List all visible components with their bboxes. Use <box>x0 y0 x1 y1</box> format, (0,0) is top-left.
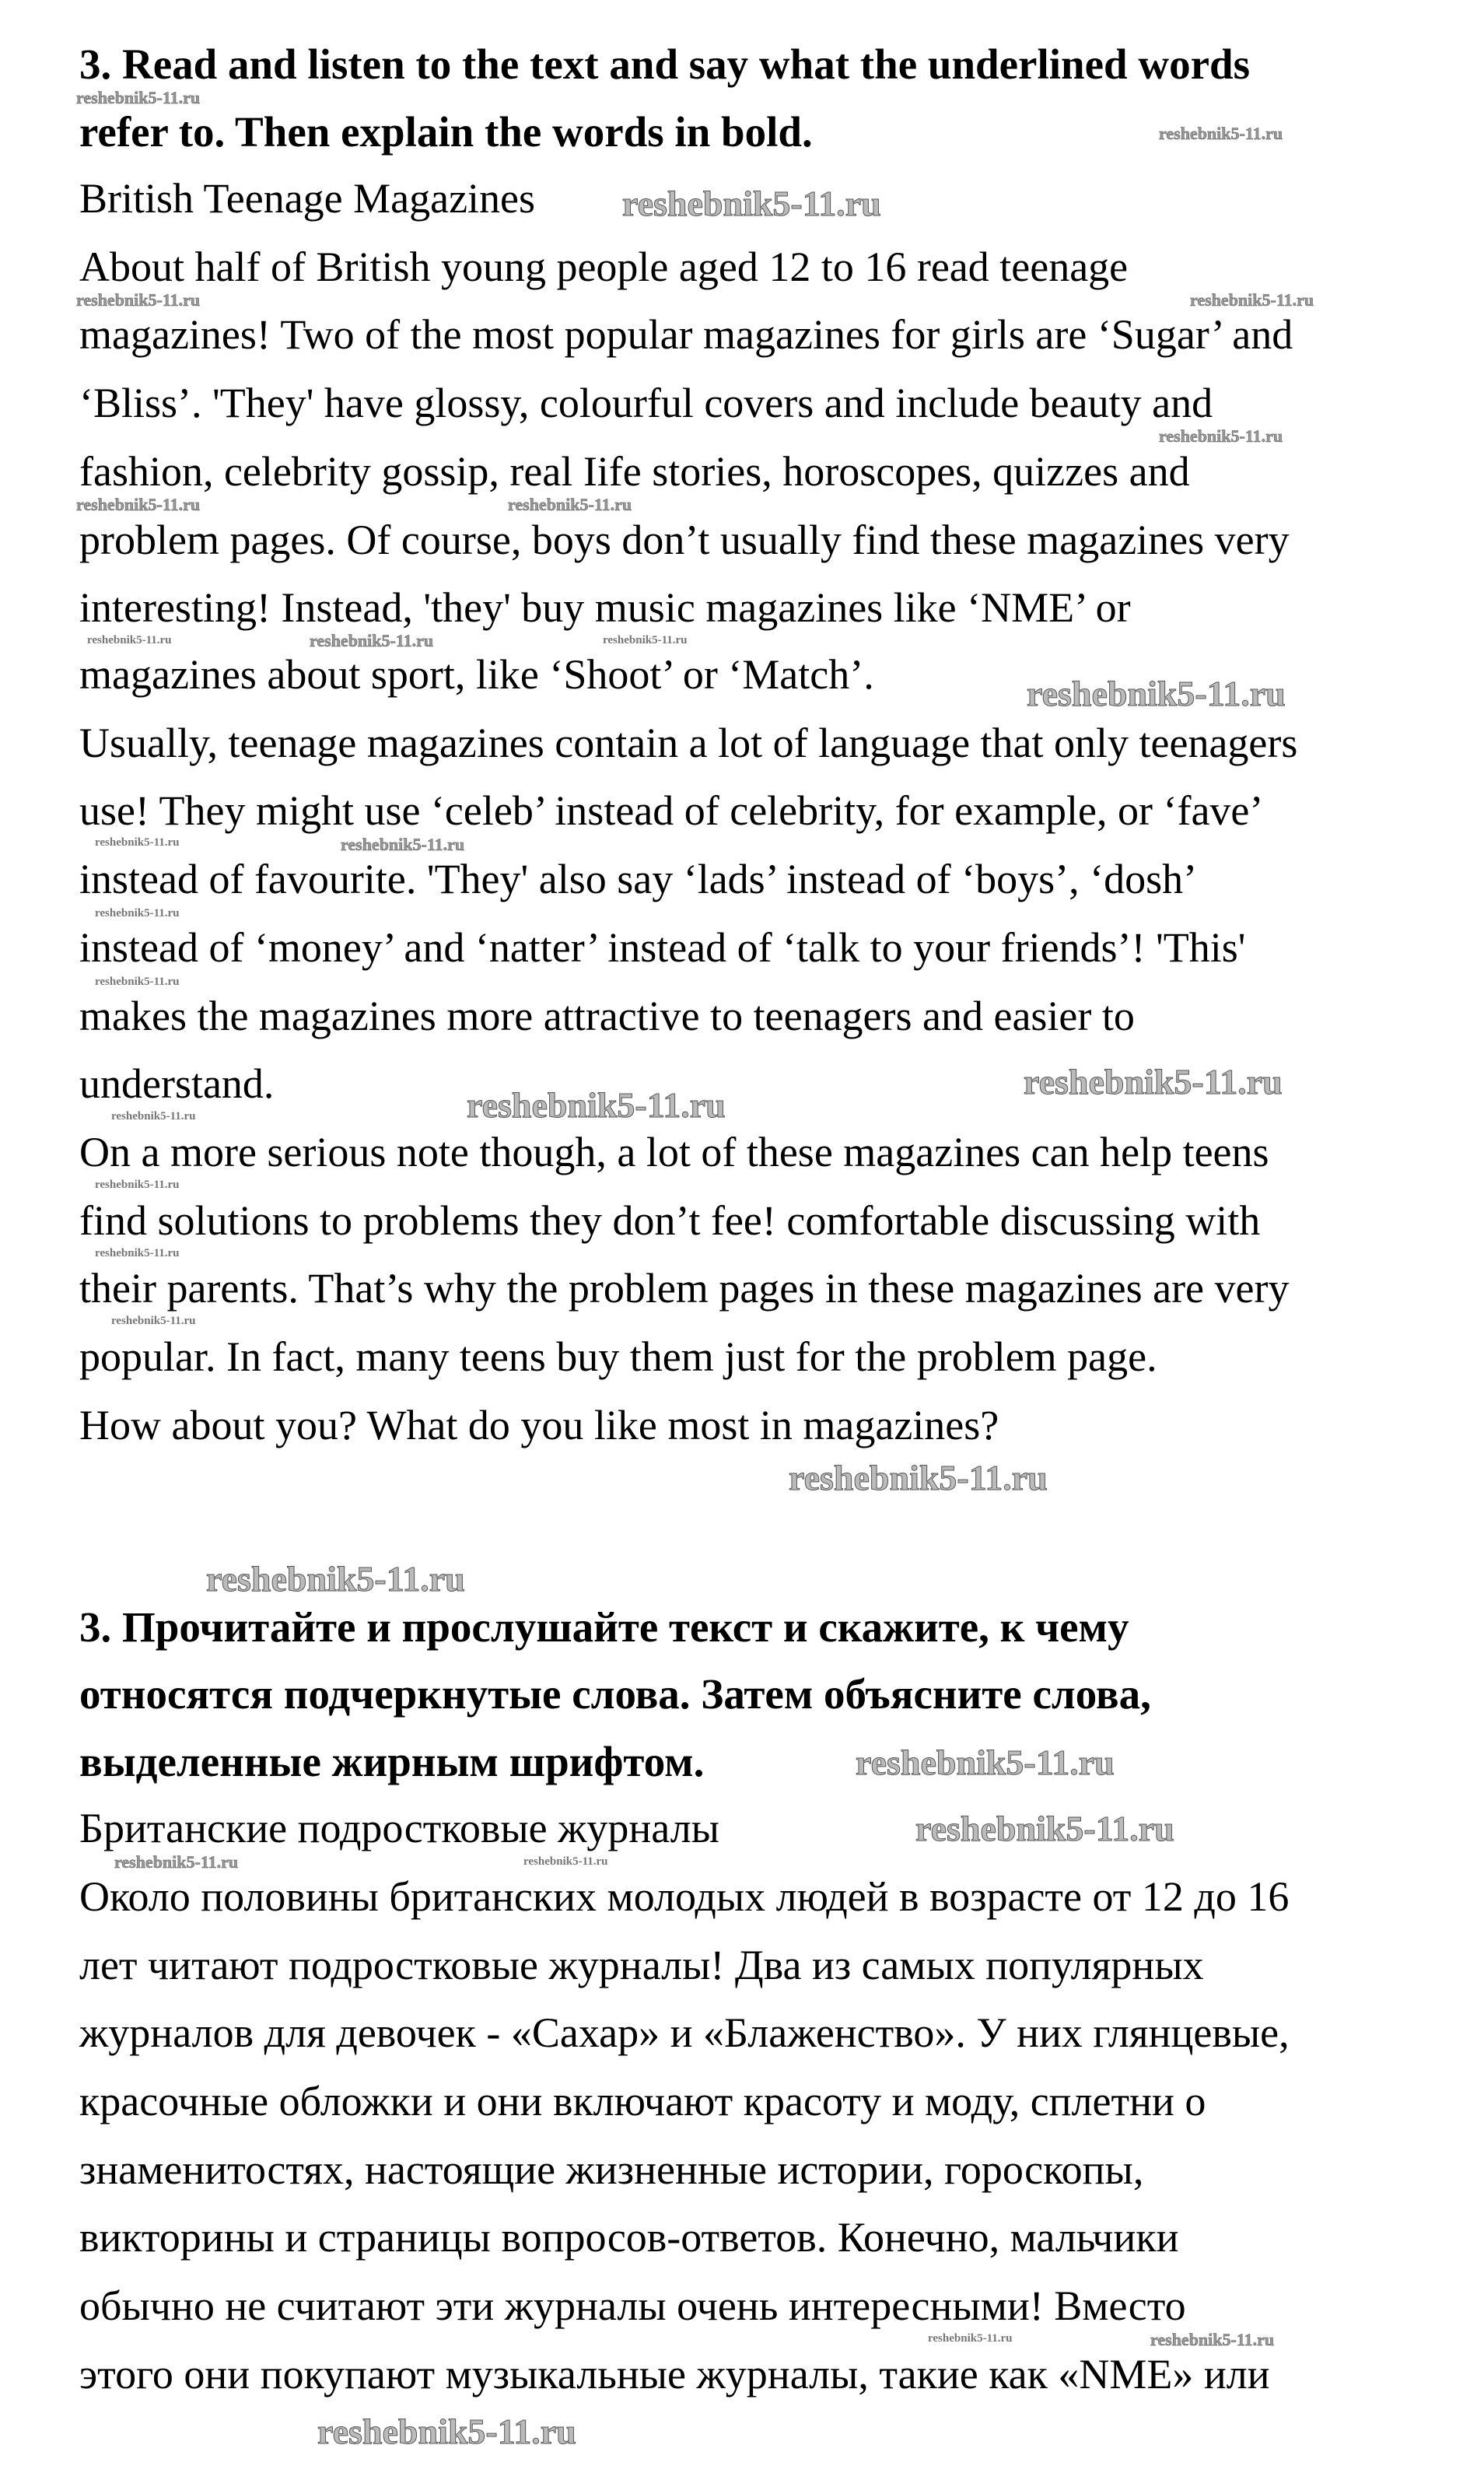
watermark: reshebnik5-11.ru <box>1159 426 1283 446</box>
text-line: Около половины британских молодых людей в возрасте от 12 до 16 <box>79 1873 1290 1920</box>
exercise-heading: refer to. Then explain the words in bold. <box>79 108 813 156</box>
text-line: use! They might use ‘celeb’ instead of celebrity, for example, or ‘fave’ <box>79 787 1264 834</box>
watermark: reshebnik5-11.ru <box>523 1855 608 1868</box>
text-line: лет читают подростковые журналы! Два из самых популярных <box>79 1942 1204 1988</box>
text-line: обычно не считают эти журналы очень интересными! Вместо <box>79 2282 1186 2329</box>
text-title: British Teenage Magazines <box>79 175 536 222</box>
exercise-heading: 3. Прочитайте и прослушайте текст и скажите, к чему <box>79 1603 1129 1651</box>
text-line: Usually, teenage magazines contain a lot of language that only teenagers <box>79 720 1298 766</box>
watermark: reshebnik5-11.ru <box>76 495 201 514</box>
watermark: reshebnik5-11.ru <box>603 634 688 646</box>
watermark: reshebnik5-11.ru <box>1190 290 1314 310</box>
watermark: reshebnik5-11.ru <box>1027 674 1286 713</box>
text-line: problem pages. Of course, boys don’t usually find these magazines very <box>79 517 1290 563</box>
text-line: журналов для девочек - «Сахар» и «Блаженство». У них глянцевые, <box>79 2009 1290 2056</box>
watermark: reshebnik5-11.ru <box>95 907 180 919</box>
text-line: magazines about sport, like ‘Shoot’ or ‘Match’. <box>79 651 874 698</box>
watermark: reshebnik5-11.ru <box>76 290 201 310</box>
text-line: знаменитостях, настоящие жизненные истории, гороскопы, <box>79 2146 1144 2193</box>
watermark: reshebnik5-11.ru <box>467 1085 726 1125</box>
watermark: reshebnik5-11.ru <box>341 835 465 854</box>
watermark: reshebnik5-11.ru <box>317 2412 576 2451</box>
watermark: reshebnik5-11.ru <box>76 88 201 107</box>
exercise-heading: относятся подчеркнутые слова. Затем объясните слова, <box>79 1670 1151 1718</box>
exercise-heading: 3. Read and listen to the text and say what the underlined words <box>79 40 1250 88</box>
exercise-heading: выделенные жирным шрифтом. <box>79 1738 705 1785</box>
watermark: reshebnik5-11.ru <box>310 631 434 650</box>
watermark: reshebnik5-11.ru <box>1159 124 1283 143</box>
watermark: reshebnik5-11.ru <box>95 1247 180 1259</box>
text-line: popular. In fact, many teens buy them just for the problem page. <box>79 1333 1157 1380</box>
text-line: красочные обложки и они включают красоту и моду, сплетни о <box>79 2078 1206 2124</box>
text-line: этого они покупают музыкальные журналы, такие как «NME» или <box>79 2351 1270 2398</box>
watermark: reshebnik5-11.ru <box>111 1315 196 1327</box>
text-line: find solutions to problems they don’t fee! comfortable discussing with <box>79 1197 1261 1244</box>
watermark: reshebnik5-11.ru <box>508 495 632 514</box>
watermark: reshebnik5-11.ru <box>1150 2330 1275 2349</box>
watermark: reshebnik5-11.ru <box>622 184 881 223</box>
text-line: About half of British young people aged 12 to 16 read teenage <box>79 243 1129 290</box>
watermark: reshebnik5-11.ru <box>1024 1062 1283 1102</box>
watermark: reshebnik5-11.ru <box>111 1110 196 1123</box>
text-line: instead of favourite. 'They' also say ‘lads’ instead of ‘boys’, ‘dosh’ <box>79 856 1198 902</box>
text-line: ‘Bliss’. 'They' have glossy, colourful covers and include beauty and <box>79 380 1213 426</box>
text-line: How about you? What do you like most in magazines? <box>79 1402 999 1448</box>
watermark: reshebnik5-11.ru <box>114 1852 239 1872</box>
watermark: reshebnik5-11.ru <box>789 1458 1048 1497</box>
text-line: makes the magazines more attractive to teenagers and easier to <box>79 993 1135 1039</box>
watermark: reshebnik5-11.ru <box>928 2332 1013 2345</box>
watermark: reshebnik5-11.ru <box>915 1809 1174 1848</box>
text-line: interesting! Instead, 'they' buy music magazines like ‘NME’ or <box>79 584 1131 631</box>
watermark: reshebnik5-11.ru <box>95 976 180 988</box>
watermark: reshebnik5-11.ru <box>95 836 180 849</box>
text-line: fashion, celebrity gossip, real Iife stories, horoscopes, quizzes and <box>79 448 1190 495</box>
watermark: reshebnik5-11.ru <box>206 1559 465 1599</box>
text-line: understand. <box>79 1060 275 1107</box>
watermark: reshebnik5-11.ru <box>95 1179 180 1191</box>
text-line: On a more serious note though, a lot of these magazines can help teens <box>79 1129 1269 1175</box>
text-line: their parents. That’s why the problem pages in these magazines are very <box>79 1265 1290 1312</box>
text-line: instead of ‘money’ and ‘natter’ instead of ‘talk to your friends’! 'This' <box>79 924 1246 971</box>
watermark: reshebnik5-11.ru <box>856 1743 1115 1782</box>
text-line: викторины и страницы вопросов-ответов. Конечно, мальчики <box>79 2214 1179 2261</box>
text-line: magazines! Two of the most popular magazines for girls are ‘Sugar’ and <box>79 311 1293 358</box>
watermark: reshebnik5-11.ru <box>87 634 172 646</box>
text-title: Британские подростковые журналы <box>79 1805 719 1851</box>
